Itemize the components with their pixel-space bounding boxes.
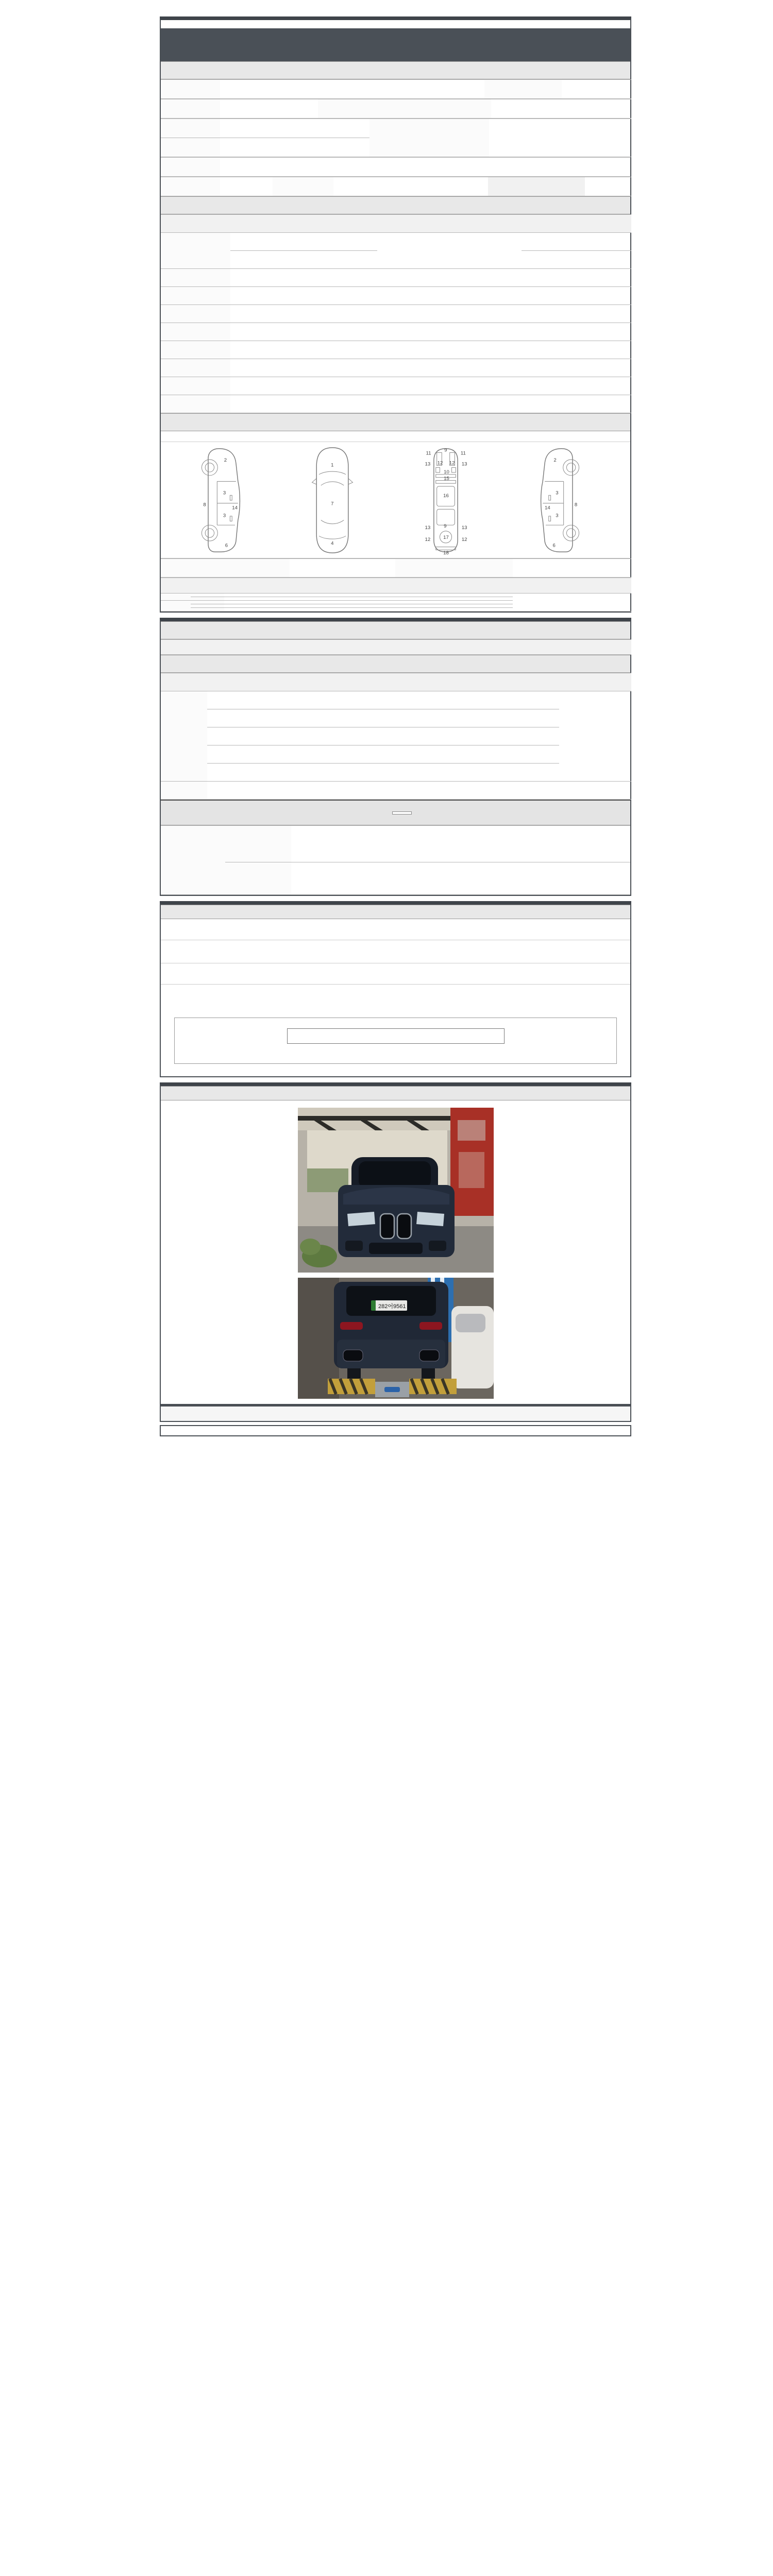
base-price-label [488, 177, 585, 196]
warranty-options [333, 177, 488, 196]
other-table [161, 673, 631, 800]
rankC-items [224, 608, 513, 612]
repair-row-exterior [161, 691, 631, 709]
section-other-title [161, 655, 630, 673]
wheel-label [207, 727, 259, 745]
overall-row-mileage1 [161, 233, 631, 251]
svg-text:1: 1 [331, 462, 334, 468]
detail-h-price [558, 640, 631, 655]
accident-legend [161, 431, 630, 442]
svg-text:13: 13 [425, 461, 430, 467]
svg-text:6: 6 [225, 543, 228, 549]
special-state [230, 323, 377, 341]
car-name-label [161, 80, 220, 99]
color-item [377, 359, 522, 377]
basic-row-firstreg [161, 119, 631, 138]
usage-state [230, 341, 377, 359]
special-item [377, 323, 522, 341]
opinion-table [161, 825, 630, 895]
rank2-label [191, 597, 224, 601]
accident-history-row [161, 559, 631, 578]
usage-item [377, 341, 522, 359]
fuel-options [220, 158, 630, 177]
basic-table-1 [161, 79, 631, 99]
recall-note [568, 395, 631, 413]
usage-note [568, 341, 631, 359]
recall-state [230, 395, 377, 413]
rank1-row [161, 594, 631, 597]
exchange-header-row [161, 578, 631, 594]
svg-text:11: 11 [426, 450, 431, 456]
document-number [161, 49, 630, 61]
svg-text:16: 16 [443, 493, 449, 499]
accident-history-label [161, 559, 290, 578]
first-reg-label [161, 119, 220, 138]
car-name-value [220, 80, 484, 99]
vin-value [220, 138, 369, 157]
color-note [568, 359, 631, 377]
car-diagram-area [161, 442, 630, 558]
first-reg-value [220, 119, 369, 138]
car-diagram-top [302, 446, 363, 555]
emission-values [377, 287, 522, 305]
option-note [568, 377, 631, 395]
base-price-value [585, 177, 631, 196]
svg-text:12: 12 [461, 536, 467, 543]
rankB-label [191, 604, 224, 608]
year-label [161, 99, 220, 118]
mileage-current [377, 233, 522, 269]
rank1-label [191, 594, 224, 597]
basic-row-fuel [161, 158, 630, 177]
valid-value [491, 99, 631, 118]
basic-table-4 [161, 157, 630, 177]
exterior-state [259, 691, 362, 709]
overall-row-emission [161, 287, 631, 305]
rankA-label [191, 601, 224, 604]
fuel-label [161, 158, 220, 177]
mileage-price-1 [522, 233, 568, 251]
svg-text:11: 11 [460, 450, 466, 456]
rankA-items [224, 601, 513, 604]
svg-text:7: 7 [331, 501, 334, 507]
glass-state [259, 764, 559, 782]
detail-h-item [207, 640, 388, 655]
svg-text:9: 9 [443, 523, 447, 529]
svg-text:12: 12 [425, 536, 430, 543]
price-survey-box-title [287, 1028, 505, 1044]
rank1-items [224, 594, 513, 597]
special-label [161, 323, 230, 341]
reg-no-value [562, 80, 631, 99]
tuning-price [522, 305, 568, 323]
exchange-label [161, 578, 513, 594]
svg-text:13: 13 [461, 524, 467, 531]
transmission-label [369, 119, 489, 157]
outer-panel-label [161, 594, 191, 601]
svg-text:9: 9 [444, 447, 447, 453]
opinion-row-label [161, 826, 225, 895]
overall-h-price [522, 215, 631, 233]
basic-table-5 [161, 177, 631, 196]
special-note [568, 323, 631, 341]
tire-state [259, 745, 331, 764]
section-overall-title [161, 196, 630, 214]
vin-mark-state [230, 269, 522, 287]
signature-section [160, 1405, 631, 1422]
car-diagram-left-side [191, 446, 253, 555]
final-price-row [161, 805, 630, 818]
polish-state [259, 709, 362, 727]
final-price-amount [392, 811, 412, 815]
vin-mark-label [161, 269, 230, 287]
final-price-bar [161, 800, 630, 825]
emission-note [568, 287, 631, 305]
other-h-item [207, 673, 559, 691]
svg-text:17: 17 [443, 534, 449, 540]
simple-repair-label [395, 559, 513, 578]
vin-mark-price [522, 269, 568, 287]
transmission-options [489, 119, 631, 157]
svg-text:8: 8 [574, 502, 578, 508]
overall-row-tuning [161, 305, 631, 323]
overall-h-state [230, 215, 377, 233]
inspector-opinion-text [291, 826, 630, 862]
special-price [522, 323, 568, 341]
engine-value [220, 177, 273, 196]
repair-label [161, 691, 207, 782]
exterior-label [207, 691, 259, 709]
mileage-note-2 [568, 251, 631, 269]
inspector-label [225, 826, 291, 862]
recall-label [161, 395, 230, 413]
overall-h-item [377, 215, 522, 233]
mileage-state-2 [230, 251, 377, 269]
tuning-item [377, 305, 522, 323]
basic-table-3 [161, 118, 631, 157]
basic-table-2 [161, 99, 631, 118]
section-notice-title [161, 905, 630, 919]
detail-table [161, 639, 631, 655]
svg-text:3: 3 [556, 489, 559, 496]
appraiser-label [225, 862, 291, 895]
recall-price [522, 395, 568, 413]
confirmation-box [160, 1425, 631, 1436]
overall-row-vin [161, 269, 631, 287]
notice-block-1 [161, 940, 630, 963]
color-state [230, 359, 377, 377]
sheet-page1 [160, 16, 631, 613]
color-price [522, 359, 568, 377]
emission-state [230, 287, 377, 305]
svg-text:4: 4 [331, 540, 334, 547]
tire-detail [331, 745, 559, 764]
exchange-price-header [513, 578, 631, 594]
svg-text:13: 13 [461, 461, 467, 467]
option-price [522, 377, 568, 395]
basic-items-label [161, 782, 207, 800]
engine-label [161, 177, 220, 196]
basic-items-name [207, 782, 259, 800]
svg-text:10: 10 [443, 469, 449, 475]
price-survey-box [174, 1018, 617, 1064]
usage-price [522, 341, 568, 359]
tire-label [207, 745, 259, 764]
accident-history-options [290, 559, 395, 578]
svg-text:282어9561: 282어9561 [378, 1303, 406, 1310]
frame-label [161, 601, 191, 612]
svg-text:13: 13 [425, 524, 430, 531]
inspection-photo-front [298, 1108, 494, 1273]
notice-heading-1 [161, 919, 630, 940]
basic-items-state [259, 782, 559, 800]
other-h-price [559, 673, 631, 691]
basic-items-price [559, 782, 631, 800]
svg-text:2: 2 [553, 457, 557, 463]
exchange-price [513, 594, 599, 612]
svg-text:3: 3 [223, 489, 226, 496]
car-diagram-underbody [413, 446, 479, 555]
overall-row-usage [161, 341, 631, 359]
section-detail-title [161, 621, 630, 639]
section-basic-title [161, 61, 630, 79]
sheet-page2 [160, 618, 631, 896]
glass-label [207, 764, 259, 782]
inspection-photo-front-wrap [161, 1100, 630, 1278]
sheet-page3 [160, 901, 631, 1077]
overall-row-option [161, 377, 631, 395]
detail-h-state [388, 640, 558, 655]
svg-text:8: 8 [203, 502, 206, 508]
rank2-items [224, 597, 513, 601]
overall-row-special [161, 323, 631, 341]
svg-text:3: 3 [223, 513, 226, 519]
basic-row-year [161, 99, 631, 118]
polish-label [207, 709, 259, 727]
exchange-note [599, 594, 631, 612]
option-item [377, 377, 522, 395]
vin-mark-note [568, 269, 631, 287]
opinion-appraiser-row [161, 862, 630, 895]
other-header-row [161, 673, 631, 691]
overall-h-use [161, 215, 230, 233]
rankB-items [224, 604, 513, 608]
basic-row-engine [161, 177, 631, 196]
rankC-label [191, 608, 224, 612]
inspection-photo-rear [298, 1278, 494, 1399]
overall-table [161, 214, 631, 413]
wheel-detail [331, 727, 559, 745]
notice-block-2 [161, 985, 630, 1007]
vin-label [161, 138, 220, 157]
svg-text:12: 12 [437, 460, 443, 466]
svg-text:15: 15 [443, 475, 449, 481]
recall-item [377, 395, 522, 413]
usage-label [161, 341, 230, 359]
overall-row-recall [161, 395, 631, 413]
color-label [161, 359, 230, 377]
repair-price [559, 691, 631, 782]
svg-text:14: 14 [232, 504, 238, 511]
svg-text:18: 18 [443, 550, 449, 555]
interior-state [429, 691, 559, 709]
roomclean-state [429, 709, 559, 727]
basic-row-name [161, 80, 631, 99]
svg-text:6: 6 [552, 543, 556, 549]
accident-history-table [161, 558, 631, 578]
notice-heading-2 [161, 963, 630, 985]
section-photos-title [161, 1086, 630, 1100]
emission-price [522, 287, 568, 305]
mileage-note-1 [568, 233, 631, 251]
overall-row-color [161, 359, 631, 377]
mileage-label [161, 233, 230, 269]
tuning-label [161, 305, 230, 323]
overall-header-row [161, 215, 631, 233]
valid-label [318, 99, 491, 118]
document-header [161, 23, 630, 61]
car-diagram-right-side [528, 446, 590, 555]
exchange-table [161, 578, 631, 612]
interior-label [362, 691, 429, 709]
wheel-state [259, 727, 331, 745]
tuning-state [230, 305, 377, 323]
opinion-inspector-row [161, 826, 630, 862]
tuning-note [568, 305, 631, 323]
appraiser-opinion-text [291, 862, 630, 895]
emission-label [161, 287, 230, 305]
svg-text:12: 12 [449, 460, 455, 466]
mileage-state-1 [230, 233, 377, 251]
warranty-label [273, 177, 333, 196]
svg-text:2: 2 [224, 457, 227, 463]
option-label [161, 377, 230, 395]
other-h-blank [161, 673, 207, 691]
roomclean-label [362, 709, 429, 727]
simple-repair-options [513, 559, 631, 578]
inspection-photo-rear-wrap [161, 1278, 630, 1404]
svg-text:3: 3 [556, 513, 559, 519]
header-stripe [161, 23, 630, 28]
year-value [220, 99, 318, 118]
basic-items-row [161, 782, 631, 800]
mileage-price-2 [522, 251, 568, 269]
detail-h-device [161, 640, 207, 655]
reg-no-label [484, 80, 562, 99]
sheet-page4 [160, 1082, 631, 1405]
svg-text:14: 14 [544, 504, 550, 511]
option-state [230, 377, 377, 395]
section-accident-title [161, 413, 630, 431]
detail-header-row [161, 640, 631, 655]
